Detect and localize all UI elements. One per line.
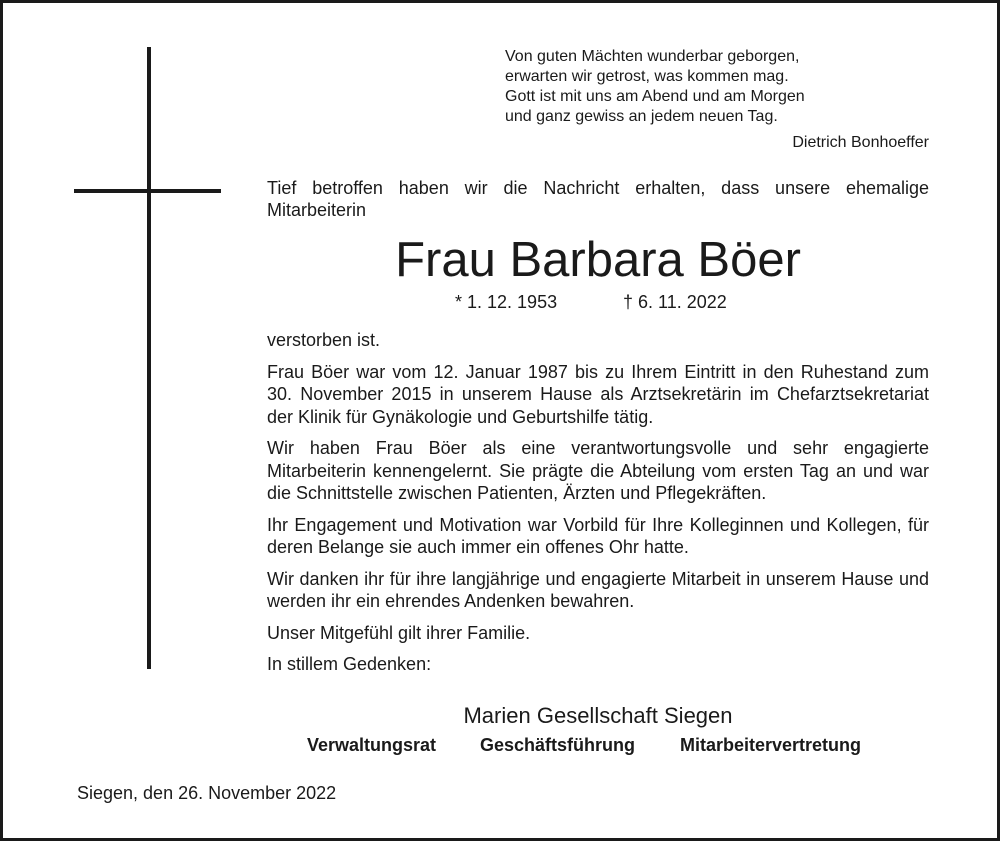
body-paragraph: Wir danken ihr für ihre langjährige und engagierte Mitarbeit in unserem Hause und werden ihr ein ehrendes Andenken bewahren. bbox=[267, 568, 929, 611]
intro-text: Tief betroffen haben wir die Nachricht erhalten, dass unsere ehemalige Mitarbeiterin bbox=[267, 178, 929, 220]
cross-icon bbox=[147, 47, 151, 669]
body-paragraph: Unser Mitgefühl gilt ihrer Familie. bbox=[267, 622, 531, 643]
place-date: Siegen, den 26. November 2022 bbox=[77, 783, 337, 803]
signer-verwaltungsrat: Verwaltungsrat bbox=[307, 735, 437, 755]
poem-line: Von guten Mächten wunderbar geborgen, bbox=[505, 48, 800, 65]
death-date: † 6. 11. 2022 bbox=[623, 292, 727, 312]
poem-author: Dietrich Bonhoeffer bbox=[792, 134, 929, 151]
organization-name: Marien Gesellschaft Siegen bbox=[463, 703, 733, 728]
cross-icon-bar bbox=[74, 189, 221, 193]
birth-date: * 1. 12. 1953 bbox=[455, 292, 558, 312]
body-paragraph: Frau Böer war vom 12. Januar 1987 bis zu Ihrem Eintritt in den Ruhestand zum 30. November 2015 in unserem Hause als Arztsekretärin im Chefarztsekretariat der Klinik für Gynäkologie und Geburtshilfe tätig. bbox=[267, 361, 929, 427]
poem-line: und ganz gewiss an jedem neuen Tag. bbox=[505, 108, 778, 125]
body-paragraph: verstorben ist. bbox=[267, 330, 381, 350]
poem-quote bbox=[505, 47, 935, 127]
body-paragraph: In stillem Gedenken: bbox=[267, 654, 432, 674]
signer-mitarbeitervertretung: Mitarbeitervertretung bbox=[680, 735, 862, 755]
obituary-body bbox=[267, 329, 929, 685]
deceased-name: Frau Barbara Böer bbox=[395, 233, 801, 287]
body-paragraph: Wir haben Frau Böer als eine verantwortungsvolle und sehr engagierte Mitarbeiterin kennengelernt. Sie prägte die Abteilung vom ersten Tag an und war die Schnittstelle zwischen Patienten, Ärzten und Pflegekräften. bbox=[267, 438, 929, 503]
poem-line: Gott ist mit uns am Abend und am Morgen bbox=[505, 88, 805, 105]
signer-geschaeftsfuehrung: Geschäftsführung bbox=[480, 735, 636, 755]
body-paragraph: Ihr Engagement und Motivation war Vorbild für Ihre Kolleginnen und Kollegen, für deren Belange sie auch immer ein offenes Ohr hatte. bbox=[267, 514, 929, 557]
poem-line: erwarten wir getrost, was kommen mag. bbox=[505, 68, 789, 85]
